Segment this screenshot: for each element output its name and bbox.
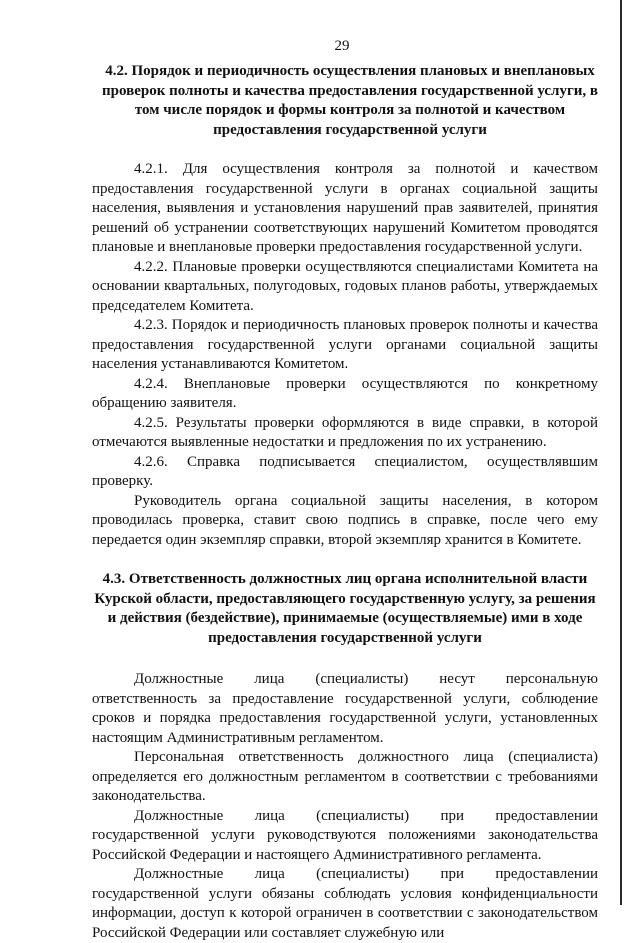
- paragraph-4-2-6: 4.2.6. Справка подписывается специалистом, осуществлявшим проверку.: [92, 453, 598, 489]
- paragraph-head-signature: Руководитель органа социальной защиты населения, в котором проводилась проверка, ставит свою подпись в справке, после чего ему передается один экземпляр справки, второй экземпляр хранится в Комитете.: [92, 492, 598, 548]
- paragraph-4-2-4: 4.2.4. Внеплановые проверки осуществляются по конкретному обращению заявителя.: [92, 375, 598, 411]
- paragraph-4-2-3: 4.2.3. Порядок и периодичность плановых проверок полноты и качества предоставления государственной услуги органами социальной защиты населения устанавливаются Комитетом.: [92, 317, 598, 372]
- page-number: 29: [334, 38, 350, 54]
- section-heading-4-2: 4.2. Порядок и периодичность осуществления плановых и внеплановых проверок полноты и качества предоставления государственной услуги, в том числе порядок и формы контроля за полнотой и качеством предоставления государственной услуги: [102, 63, 599, 138]
- paragraph-responsibility: Должностные лица (специалисты) несут персональную ответственность за предоставление государственной услуги, соблюдение сроков и порядка предоставления государственной услуги, установленных настоящим Административным регламентом.: [92, 671, 598, 746]
- paragraph-legislation: Должностные лица (специалисты) при предоставлении государственной услуги руководствуются положениями законодательства Российской Федерации и настоящего Административного регламента.: [92, 807, 598, 863]
- paragraph-4-2-1: 4.2.1. Для осуществления контроля за полнотой и качеством предоставления государственной услуги в органах социальной защиты населения, выявления и установления нарушений прав заявителей, принятия решений об устранении соответствующих нарушений Комитетом проводятся плановые и внеплановые проверки предоставления государственной услуги.: [92, 161, 598, 255]
- section-heading-4-3: 4.3. Ответственность должностных лиц органа исполнительной власти Курской области, предоставляющего государственную услугу, за решения и действия (бездействие), принимаемые (осуществляемые) ими в ходе предоставления государственной услуги: [94, 571, 596, 646]
- paragraph-personal-responsibility: Персональная ответственность должностного лица (специалиста) определяется его должностным регламентом в соответствии с требованиями законодательства.: [92, 749, 598, 804]
- paragraph-4-2-5: 4.2.5. Результаты проверки оформляются в виде справки, в которой отмечаются выявленные недостатки и предложения по их устранению.: [92, 414, 598, 450]
- paragraph-confidentiality: Должностные лица (специалисты) при предоставлении государственной услуги обязаны соблюдать условия конфиденциальности информации, доступ к которой ограничен в соответствии с законодательством Российской Федерации или составляет служебную или: [92, 866, 598, 941]
- paragraph-4-2-2: 4.2.2. Плановые проверки осуществляются специалистами Комитета на основании квартальных, полугодовых, годовых планов работы, утверждаемых председателем Комитета.: [92, 258, 598, 314]
- spacer: [92, 550, 598, 570]
- spacer: [92, 140, 598, 160]
- page-edge-line: [620, 0, 622, 905]
- document-body: [92, 62, 598, 943]
- spacer: [92, 648, 598, 670]
